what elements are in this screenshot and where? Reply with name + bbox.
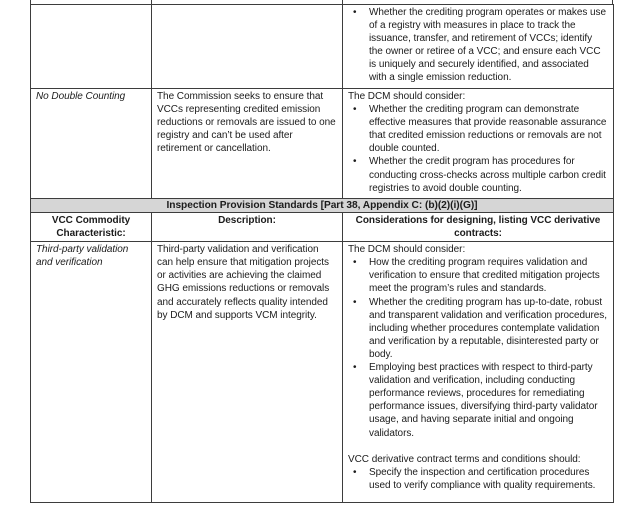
bullet-icon: • — [353, 257, 357, 269]
considerations-cell — [343, 5, 614, 89]
bullet-text: Employing best practices with respect to third-party validation and verification, including conducting performance reviews, procedures for remediating performance issues, diversifying third-party validator usage, and having separate initial and ongoing validators. — [369, 362, 598, 439]
bullet-item — [348, 256, 608, 295]
bullet-icon: • — [353, 104, 357, 116]
bullet-item — [348, 155, 608, 194]
bullet-icon: • — [353, 296, 357, 308]
table-row-continuation — [31, 5, 614, 89]
bullet-icon: • — [353, 156, 357, 168]
bullet-icon: • — [353, 466, 357, 478]
considerations-cell — [343, 242, 614, 503]
description-cell-empty — [152, 5, 343, 89]
considerations-intro: The DCM should consider: — [348, 244, 466, 256]
characteristic-cell-empty — [31, 5, 152, 89]
column-header-considerations: Considerations for designing, listing VCC derivative contracts: — [343, 213, 614, 242]
bullet-text: Specify the inspection and certification procedures used to verify compliance with quality requirements. — [369, 466, 596, 491]
vcc-standards-table — [30, 4, 614, 503]
bullet-text: Whether the crediting program has up-to-date, robust and transparent validation and verification procedures, including whether procedures contemplate validation and verification by a reputable, disinterested party or body. — [369, 296, 607, 360]
bullet-text: Whether the credit program has procedures for conducting cross-checks across multiple carbon credit registries to avoid double counting. — [369, 156, 606, 194]
column-header-description: Description: — [152, 213, 343, 242]
bullet-text: Whether the crediting program operates or makes use of a registry with measures in place to track the issuance, transfer, and retirement of VCCs; identify the owner or retiree of a VCC; and ensure each VCC is uniquely and securely identified, and associated with a single emission reduction. — [369, 7, 607, 84]
table-row-third-party-validation — [31, 242, 614, 503]
bullet-icon: • — [353, 362, 357, 374]
characteristic-cell: No Double Counting — [31, 89, 152, 199]
bullet-item — [348, 6, 608, 85]
section-header: Inspection Provision Standards [Part 38, Appendix C: (b)(2)(i)(G)] — [31, 199, 614, 213]
description-cell: Third-party validation and verification can help ensure that mitigation projects or activities are achieving the claimed GHG emissions reductions or removals and accurately reflects quality intended by DCM and supports VCM integrity. — [152, 242, 343, 503]
considerations-intro: The DCM should consider: — [348, 91, 466, 102]
bullet-text: How the crediting program requires validation and verification to ensure that credited mitigation projects meet the program’s rules and standards. — [369, 257, 600, 295]
contract-terms-intro: VCC derivative contract terms and conditions should: — [348, 453, 581, 465]
considerations-cell — [343, 89, 614, 199]
bullet-item — [348, 466, 608, 492]
characteristic-cell: Third-party validation and verification — [31, 242, 152, 503]
column-header-characteristic: VCC Commodity Characteristic: — [31, 213, 152, 242]
description-cell: The Commission seeks to ensure that VCCs representing credited emission reductions or removals are issued to one registry and can’t be used after retirement or cancellation. — [152, 89, 343, 199]
section-header-row — [31, 199, 614, 213]
bullet-text: Whether the crediting program can demonstrate effective measures that provide reasonable assurance that credited emission reductions or removals are not double counted. — [369, 104, 607, 155]
table-row-no-double-counting — [31, 89, 614, 199]
bullet-item — [348, 296, 608, 361]
column-header-row — [31, 213, 614, 242]
bullet-item — [348, 361, 608, 440]
bullet-item — [348, 103, 608, 155]
bullet-icon: • — [353, 7, 357, 18]
